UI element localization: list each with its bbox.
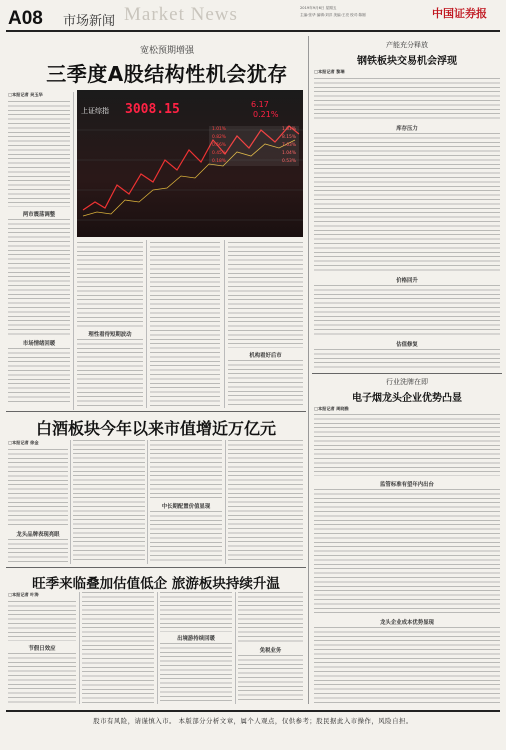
steel-kicker: 产能充分释放: [386, 41, 428, 49]
lead-kicker: 宽松预期增强: [139, 46, 194, 56]
tourism-subhead-1: 节假日效应: [28, 646, 56, 652]
chart-price-table: [209, 126, 299, 166]
steel-text-block-2: [314, 133, 500, 273]
liquor-subhead-2: 中长期配置价值显现: [161, 504, 211, 510]
column-rule: [73, 92, 74, 410]
ecig-kicker: 行业洗牌在即: [386, 378, 428, 386]
steel-headline: 钢铁板块交易机会浮现: [357, 56, 457, 67]
page-meta-editors: 主编:张华 编辑:刘洋 美编:王亮 校对:陈刚: [300, 13, 366, 17]
liquor-byline: □本报记者 徐金: [8, 440, 39, 445]
column-rule: [235, 592, 236, 704]
column-rule: [146, 240, 147, 408]
price-row: 0.56% 7.63%: [212, 143, 296, 148]
lead-headline: 三季度A股结构性机会犹存: [46, 62, 288, 86]
footer-rule: [6, 710, 500, 712]
liquor-headline: 白酒板块今年以来市值增近万亿元: [35, 419, 276, 438]
masthead: [0, 0, 506, 36]
price-row: 1.01% 1.81%: [212, 127, 296, 132]
tourism-text-block-2: [8, 653, 76, 703]
steel-byline: □本报记者 黎瑞: [314, 69, 345, 74]
section-title: 市场新闻: [63, 14, 116, 29]
steel-text-block-1: [314, 78, 500, 122]
market-chart-photo: [77, 90, 303, 237]
brand-logo: 中国证券报: [432, 7, 487, 20]
right-section-rule: [312, 373, 502, 374]
tourism-byline: □本报记者 叶涛: [8, 592, 39, 597]
lead-subhead-2: 市场情绪回暖: [22, 341, 56, 347]
lead-subhead-4: 机构看好后市: [249, 353, 282, 359]
liquor-text-block-5: [150, 511, 222, 563]
section-rule: [6, 567, 306, 568]
column-rule: [225, 440, 226, 564]
section-title-en: Market News: [124, 4, 238, 25]
tourism-text-block-5: [160, 643, 232, 703]
steel-subhead-3: 估值修复: [396, 342, 418, 348]
steel-text-block-3: [314, 285, 500, 337]
chart-index-value: 3008.15: [125, 102, 180, 117]
liquor-text-block-6: [228, 440, 303, 563]
lead-subhead-1: 两市震荡调整: [22, 212, 56, 218]
tourism-subhead-3: 免税业务: [259, 648, 282, 654]
ecig-text-block-3: [314, 627, 500, 703]
steel-text-block-4: [314, 349, 500, 369]
lead-text-block-8: [228, 360, 303, 407]
column-rule: [70, 440, 71, 564]
lead-byline: □本报记者 吴玉华: [8, 92, 43, 97]
steel-subhead-1: 库存压力: [396, 126, 418, 132]
ecig-text-block-2: [314, 489, 500, 615]
steel-subhead-2: 价格回升: [396, 278, 418, 284]
header-rule: [6, 30, 500, 32]
lead-subhead-3: 理性看待短期波动: [88, 332, 132, 338]
column-rule: [147, 440, 148, 564]
lead-text-block-2: [8, 219, 70, 337]
ecig-byline: □本报记者 周晓雅: [314, 406, 349, 411]
chart-change: 0.21%: [253, 110, 279, 119]
column-rule: [157, 592, 158, 704]
section-divider: [308, 36, 309, 704]
lead-text-block-1: [8, 101, 70, 207]
chart-index-name: 上证综指: [81, 107, 109, 115]
chart-change-pct: 6.17: [251, 100, 269, 109]
tourism-headline: 旺季来临叠加估值低企 旅游板块持续升温: [32, 576, 280, 592]
tourism-text-block-1: [8, 601, 76, 641]
price-row: 0.18% 0.53%: [212, 159, 296, 164]
liquor-text-block-4: [150, 440, 222, 500]
liquor-subhead-1: 龙头品牌表现亮眼: [16, 532, 60, 538]
footer-disclaimer: 股市有风险，请谨慎入市。 本版部分分析文章，属个人观点，仅供参考；股民据此入市操作，风险自担。: [93, 717, 413, 725]
liquor-text-block-3: [73, 440, 145, 563]
column-rule: [224, 240, 225, 408]
tourism-text-block-4: [160, 592, 232, 632]
page-meta-date: 2019年9月6日 星期五: [300, 6, 337, 10]
lead-text-block-4: [77, 242, 143, 328]
section-rule: [6, 411, 306, 412]
ecig-subhead-1: 监管标准有望年内出台: [380, 482, 434, 488]
column-rule: [79, 592, 80, 704]
tourism-text-block-3: [82, 592, 154, 703]
lead-text-block-5: [77, 339, 143, 407]
lead-text-block-3: [8, 348, 70, 404]
price-row: 0.45% 1.04%: [212, 151, 296, 156]
tourism-text-block-6: [238, 592, 303, 644]
ecig-subhead-2: 龙头企业成本优势显现: [380, 620, 434, 626]
price-row: 0.82% 8.15%: [212, 135, 296, 140]
lead-text-block-6: [150, 242, 220, 407]
lead-text-block-7: [228, 242, 303, 348]
ecig-headline: 电子烟龙头企业优势凸显: [352, 393, 462, 404]
tourism-subhead-2: 出境游持续回暖: [177, 636, 215, 642]
tourism-text-block-7: [238, 655, 303, 703]
liquor-text-block-1: [8, 449, 68, 527]
liquor-text-block-2: [8, 539, 68, 563]
page-label: A08: [8, 8, 43, 29]
ecig-text-block-1: [314, 414, 500, 476]
